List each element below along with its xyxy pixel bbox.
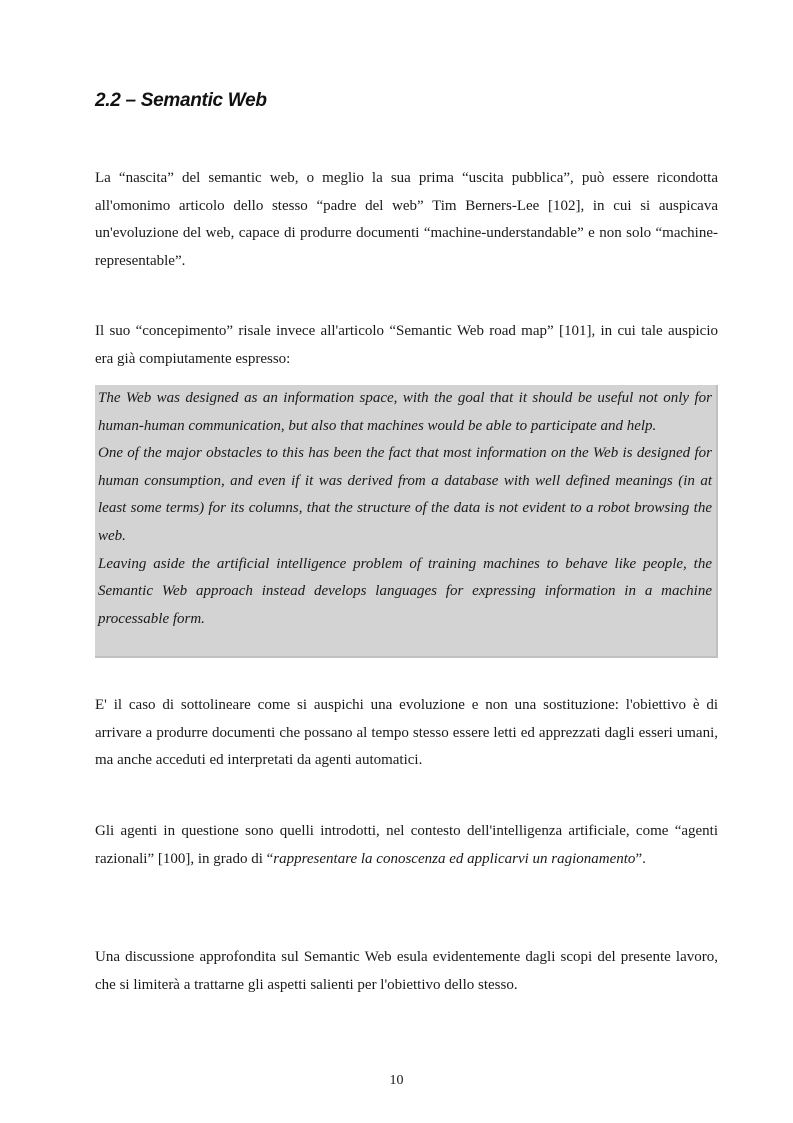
quote-paragraph-3: Leaving aside the artificial intelligence problem of training machines to behave like people, the Semantic Web approach instead develops languages for expressing information in a machine processable form. bbox=[98, 555, 712, 627]
paragraph-concepimento: Il suo “concepimento” risale invece all'articolo “Semantic Web road map” [101], in cui tale auspicio era già compiutamente espresso: bbox=[95, 323, 718, 367]
paragraph-discussione: Una discussione approfondita sul Semantic Web esula evidentemente dagli scopi del presente lavoro, che si limiterà a trattarne gli aspetti salienti per l'obiettivo dello stesso. bbox=[95, 949, 718, 993]
block-quote bbox=[95, 385, 718, 658]
quote-paragraph-2: One of the major obstacles to this has been the fact that most information on the Web is designed for human consumption, and even if it was derived from a database with well defined meanings (in at least some terms) for its columns, that the structure of the data is not evident to a robot browsing the web. bbox=[98, 445, 712, 544]
page-number: 10 bbox=[389, 1073, 404, 1088]
agenti-text-start: Gli agenti in questione sono quelli introdotti, nel contesto dell'intelligenza artificiale, come “agenti razionali” [100], in grado di “ bbox=[95, 823, 718, 867]
paragraph-nascita: La “nascita” del semantic web, o meglio la sua prima “uscita pubblica”, può essere ricondotta all'omonimo articolo dello stesso “padre del web” Tim Berners-Lee [102], in cui si auspicava un'evoluzione del web, capace di produrre documenti “machine-understandable” e non solo “machine-representable”. bbox=[95, 170, 718, 269]
agenti-text-end: ”. bbox=[635, 850, 646, 867]
agenti-italic-quote: rappresentare la conoscenza ed applicarvi un ragionamento bbox=[273, 850, 636, 867]
section-heading: 2.2 – Semantic Web bbox=[95, 90, 267, 111]
paragraph-agenti bbox=[95, 818, 718, 873]
paragraph-evoluzione: E' il caso di sottolineare come si auspichi una evoluzione e non una sostituzione: l'obiettivo è di arrivare a produrre documenti che possano al tempo stesso essere letti ed apprezzati dagli esseri umani, ma anche acceduti ed interpretati da agenti automatici. bbox=[95, 697, 718, 769]
quote-paragraph-1: The Web was designed as an information space, with the goal that it should be useful not only for human-human communication, but also that machines would be able to participate and help. bbox=[98, 390, 712, 434]
